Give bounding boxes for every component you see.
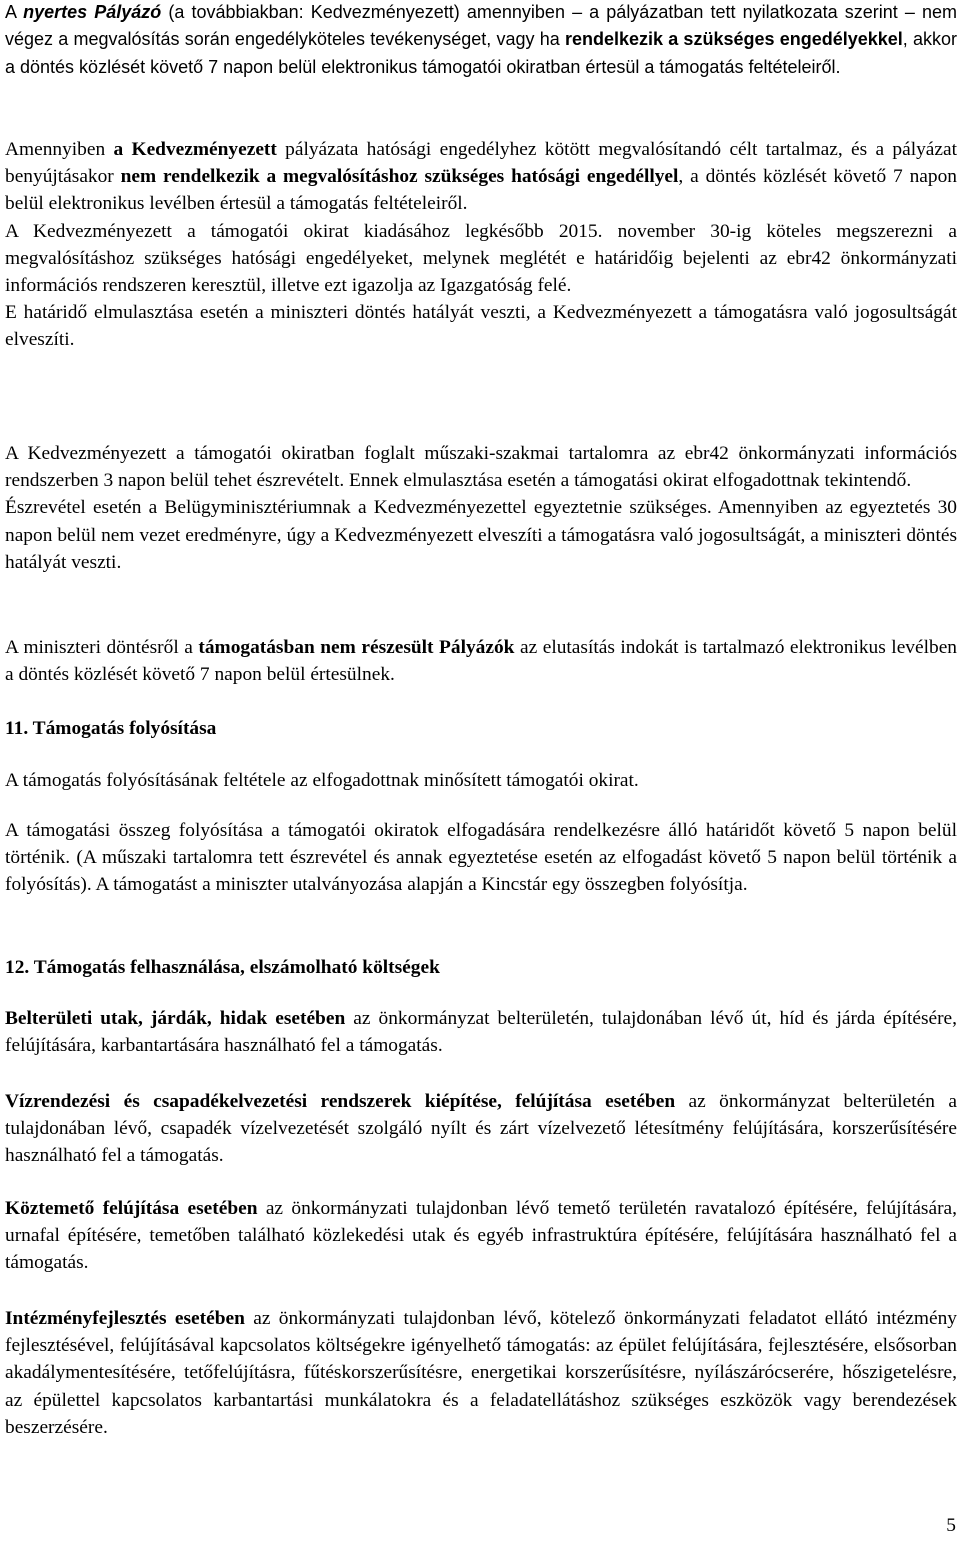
paragraph-cemetery xyxy=(5,1195,957,1277)
bold-term: rendelkezik a szükséges engedélyekkel xyxy=(564,29,903,50)
text: az önkormányzati tulajdonban lévő temető területén ravatalozó építésére, felújítására, urnafal építésére, temetőben található közlekedési utak és egyéb infrastruktúra építésére, felújítására használható fel a támogatás. xyxy=(5,1198,957,1274)
text: az önkormányzat belterületén, tulajdonában lévő út, híd és járda építésére, felújítására, karbantartására használható fel a támogatás. xyxy=(5,1008,958,1057)
paragraph-remarks-reconcile: Észrevétel esetén a Belügyminisztériumnak a Kedvezményezettel egyeztetnie szükséges. Amennyiben az egyeztetés 30 napon belül nem vezet eredményre, úgy a Kedvezményezett elveszíti a támogatásra való jogosultságát, a miniszteri döntés hatályát veszti. xyxy=(5,497,957,573)
bold-term: támogatásban nem részesült Pályázók xyxy=(198,637,515,658)
bold-term: Belterületi utak, járdák, hidak esetében xyxy=(5,1008,346,1029)
remarks-section xyxy=(5,440,957,576)
page-number: 5 xyxy=(946,1515,956,1536)
bold-term: a Kedvezményezett xyxy=(113,139,277,160)
paragraph-permit-required xyxy=(5,136,957,218)
bold-term: Intézményfejlesztés esetében xyxy=(5,1308,245,1329)
bold-term: nem rendelkezik a megvalósításhoz szükséges hatósági engedéllyel xyxy=(120,166,679,188)
dash: – xyxy=(904,2,915,22)
section-heading-12: 12. Támogatás felhasználása, elszámolható költségek xyxy=(5,957,440,978)
text: A xyxy=(5,2,24,22)
text: az elutasítás indokát is tartalmazó elektronikus levélben a döntés közlését követő 7 napon belül értesülnek. xyxy=(5,637,957,686)
paragraph-deadline: A Kedvezményezett a támogatói okirat kiadásához legkésőbb 2015. november 30-ig köteles megszerezni a megvalósításhoz szükséges hatósági engedélyeket, melynek meglétét e határidőig bejelenti az ebr42 önkormányzati információs rendszeren keresztül, illetve ezt igazolja az Igazgatóság felé. xyxy=(5,220,957,297)
text: a pályázatban tett nyilatkozata szerint xyxy=(582,2,905,22)
text: pályázata hatósági engedélyhez kötött megvalósítandó célt tartalmaz, és a pályázat benyújtásakor xyxy=(5,139,957,188)
text: az önkormányzati tulajdonban lévő, kötelező önkormányzati feladatot ellátó intézmény fejlesztésével, felújításával kapcsolatos költségekre igényelhető támogatás: az épület felújítására, fejlesztésére, elsősorban akadálymentesítésére, tetőfelújításra, fűtéskorszerűsítésre, energetikai korszerűsítésre, nyílászárócserére, hőszigetelésre, az épülettel kapcsolatos karbantartási munkálatokra és a feladatellátáshoz szükséges eszközök vagy berendezések beszerzésére. xyxy=(5,1308,957,1438)
paragraph-rejected xyxy=(5,634,957,688)
text: A miniszteri döntésről a xyxy=(5,637,199,658)
paragraph-roads xyxy=(5,1005,957,1059)
paragraph-winning-applicant xyxy=(5,0,957,81)
text: , akkor a döntés közlését követő 7 napon belül elektronikus támogatói okiratban értesül a támogatás feltételeiről. xyxy=(5,29,958,77)
paragraph-disbursement-condition: A támogatás folyósításának feltétele az elfogadottnak minősített támogatói okirat. xyxy=(5,770,639,791)
section-heading-11: 11. Támogatás folyósítása xyxy=(5,718,217,739)
paragraph-remarks: A Kedvezményezett a támogatói okiratban foglalt műszaki-szakmai tartalomra az ebr42 önkormányzati információs rendszerben 3 napon belül tehet észrevételt. Ennek elmulasztása esetén a támogatási okirat elfogadottnak tekintendő. xyxy=(5,443,957,492)
paragraph-deadline-missed: E határidő elmulasztása esetén a miniszteri döntés hatályát veszti, a Kedvezményezett a támogatásra való jogosultságát elveszíti. xyxy=(5,302,957,351)
permit-section xyxy=(5,136,957,354)
bold-term: Köztemető felújítása esetében xyxy=(5,1198,258,1219)
text: , a döntés közlését követő 7 napon belül elektronikus levélben értesül a támogatás feltételeiről. xyxy=(5,166,957,215)
bold-term: Vízrendezési és csapadékelvezetési rendszerek kiépítése, felújítása esetében xyxy=(5,1091,676,1112)
paragraph-drainage xyxy=(5,1088,957,1170)
paragraph-institution xyxy=(5,1305,957,1441)
text: (a továbbiakban: Kedvezményezett) amennyiben xyxy=(161,2,573,22)
paragraph-disbursement: A támogatási összeg folyósítása a támogatói okiratok elfogadására rendelkezésre álló határidőt követő 5 napon belül történik. (A műszaki tartalomra tett észrevétel és annak egyeztetése esetén az elfogadást követő 5 napon belül történik a folyósítás). A támogatást a miniszter utalványozása alapján a Kincstár egy összegben folyósítja. xyxy=(5,820,957,896)
dash: – xyxy=(572,2,583,22)
text: Amennyiben xyxy=(5,139,114,160)
text: az önkormányzat belterületén a tulajdonában lévő, csapadék vízelvezetését szolgáló nyílt és zárt vízelvezető létesítmény felújítására, korszerűsítésére használható fel a támogatás. xyxy=(5,1091,957,1167)
text: nem végez a megvalósítás során engedélyköteles tevékenységet, vagy ha xyxy=(5,2,957,50)
bold-italic-term: nyertes Pályázó xyxy=(23,2,162,22)
